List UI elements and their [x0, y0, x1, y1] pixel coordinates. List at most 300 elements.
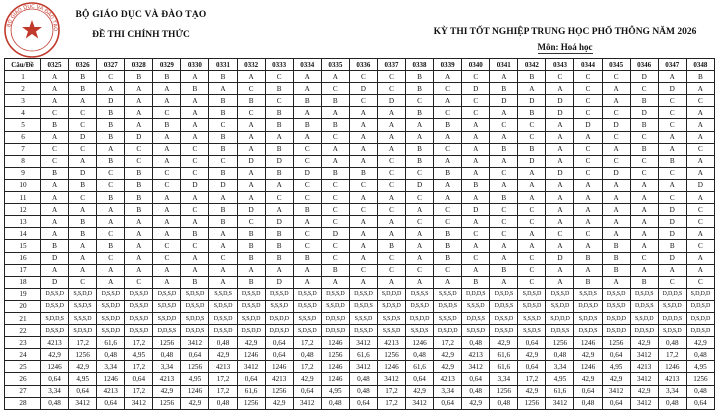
answer-cell: A — [658, 179, 686, 191]
question-number-cell: 11 — [5, 192, 41, 204]
answer-cell: A — [546, 143, 574, 155]
answer-cell: C — [462, 252, 490, 264]
exam-code-header: 0348 — [686, 59, 714, 71]
table-row — [5, 155, 715, 167]
answer-cell: D — [490, 95, 518, 107]
answer-cell: A — [125, 107, 153, 119]
answer-cell: B — [406, 71, 434, 83]
answer-cell: A — [406, 228, 434, 240]
answer-cell: A — [181, 95, 209, 107]
answer-cell: S,S,S,D — [434, 312, 462, 324]
answer-cell: A — [41, 71, 69, 83]
answer-cell: C — [630, 131, 658, 143]
answer-cell: A — [602, 192, 630, 204]
answer-cell: D,S,D,D — [686, 312, 714, 324]
answer-cell: 42,9 — [434, 361, 462, 373]
answer-cell: 42,9 — [574, 349, 602, 361]
answer-cell: A — [658, 143, 686, 155]
answer-cell: A — [181, 264, 209, 276]
answer-cell: A — [41, 216, 69, 228]
answer-cell: D,S,S,D — [602, 300, 630, 312]
answer-cell: C — [406, 216, 434, 228]
answer-cell: C — [658, 119, 686, 131]
answer-cell: A — [377, 131, 405, 143]
answer-cell: A — [69, 240, 97, 252]
answer-cell: 0,64 — [462, 373, 490, 385]
answer-cell: 1256 — [321, 349, 349, 361]
question-number-cell: 8 — [5, 155, 41, 167]
answer-cell: B — [406, 155, 434, 167]
answer-cell: C — [406, 95, 434, 107]
answer-cell: A — [546, 179, 574, 191]
answer-cell: A — [518, 192, 546, 204]
answer-cell: D,S,S,D — [125, 300, 153, 312]
answer-cell: S,S,D,D — [630, 312, 658, 324]
answer-cell: A — [574, 264, 602, 276]
answer-cell: A — [41, 264, 69, 276]
answer-cell: 1246 — [265, 361, 293, 373]
answer-cell: A — [602, 95, 630, 107]
answer-cell: S,S,D,D — [321, 300, 349, 312]
answer-cell: B — [518, 143, 546, 155]
answer-cell: D,S,D,S — [434, 300, 462, 312]
answer-cell: B — [574, 252, 602, 264]
answer-cell: 1246 — [321, 361, 349, 373]
official-label: ĐỀ THI CHÍNH THỨC — [92, 30, 190, 40]
answer-cell: 42,9 — [41, 349, 69, 361]
answer-cell: A — [321, 107, 349, 119]
answer-cell: B — [349, 167, 377, 179]
answer-cell: A — [293, 216, 321, 228]
answer-cell: 42,9 — [574, 373, 602, 385]
answer-cell: C — [490, 228, 518, 240]
table-row — [5, 83, 715, 95]
answer-cell: A — [490, 179, 518, 191]
answer-cell: C — [574, 71, 602, 83]
answer-cell: A — [602, 83, 630, 95]
table-row — [5, 337, 715, 349]
answer-cell: 17,2 — [293, 361, 321, 373]
answer-cell: B — [293, 252, 321, 264]
answer-cell: 3,34 — [434, 385, 462, 397]
answer-cell: D — [658, 204, 686, 216]
answer-cell: A — [293, 276, 321, 288]
answer-cell: C — [518, 216, 546, 228]
answer-cell: A — [406, 131, 434, 143]
answer-cell: A — [686, 83, 714, 95]
answer-cell: S,S,D,S — [69, 300, 97, 312]
exam-code-header: 0332 — [237, 59, 265, 71]
answer-cell: A — [377, 107, 405, 119]
answer-cell: A — [97, 276, 125, 288]
answer-cell: D,S,S,D — [321, 288, 349, 300]
answer-cell: D — [602, 119, 630, 131]
answer-cell: A — [153, 228, 181, 240]
question-number-cell: 20 — [5, 300, 41, 312]
answer-cell: D,S,D,D — [434, 325, 462, 337]
answer-key-table — [4, 58, 715, 410]
answer-cell: S,D,D,S — [41, 312, 69, 324]
answer-cell: A — [125, 95, 153, 107]
question-number-cell: 22 — [5, 325, 41, 337]
answer-cell: B — [181, 83, 209, 95]
exam-code-header: 0333 — [265, 59, 293, 71]
answer-cell: C — [125, 143, 153, 155]
question-number-cell: 28 — [5, 397, 41, 409]
answer-cell: S,S,D,D — [69, 288, 97, 300]
answer-cell: C — [377, 71, 405, 83]
answer-cell: C — [265, 71, 293, 83]
answer-cell: C — [377, 83, 405, 95]
question-number-cell: 13 — [5, 216, 41, 228]
answer-cell: S,D,D,D — [377, 288, 405, 300]
answer-cell: C — [349, 204, 377, 216]
question-number-cell: 4 — [5, 107, 41, 119]
answer-cell: D — [518, 155, 546, 167]
table-row — [5, 312, 715, 324]
table-row — [5, 385, 715, 397]
answer-cell: S,S,D,S — [377, 312, 405, 324]
answer-cell: A — [153, 143, 181, 155]
answer-cell: S,D,D,D — [546, 312, 574, 324]
answer-cell: C — [546, 71, 574, 83]
answer-cell: A — [546, 240, 574, 252]
answer-cell: S,S,S,D — [518, 312, 546, 324]
answer-cell: A — [630, 192, 658, 204]
answer-cell: A — [686, 107, 714, 119]
answer-cell: S,D,S,D — [69, 325, 97, 337]
exam-code-header: 0334 — [293, 59, 321, 71]
exam-code-header: 0326 — [69, 59, 97, 71]
answer-cell: C — [125, 155, 153, 167]
answer-cell: C — [518, 276, 546, 288]
exam-code-header: 0336 — [349, 59, 377, 71]
answer-cell: B — [265, 240, 293, 252]
answer-cell: A — [153, 131, 181, 143]
answer-cell: A — [490, 131, 518, 143]
header-left — [66, 10, 216, 40]
answer-cell: D — [181, 179, 209, 191]
answer-cell: C — [490, 167, 518, 179]
answer-cell: 3412 — [546, 397, 574, 409]
answer-cell: 42,9 — [462, 397, 490, 409]
answer-cell: D — [630, 71, 658, 83]
answer-cell: A — [462, 192, 490, 204]
answer-cell: S,S,D,D — [97, 312, 125, 324]
answer-cell: A — [658, 131, 686, 143]
answer-cell: A — [181, 252, 209, 264]
answer-cell: B — [97, 240, 125, 252]
answer-cell: D,S,S,D — [406, 300, 434, 312]
table-row — [5, 373, 715, 385]
answer-cell: 17,2 — [658, 349, 686, 361]
answer-cell: A — [181, 107, 209, 119]
answer-cell: D,S,S,D — [602, 288, 630, 300]
answer-cell: D,D,S,D — [321, 312, 349, 324]
answer-cell: C — [462, 107, 490, 119]
answer-cell: A — [209, 83, 237, 95]
answer-cell: 3412 — [630, 373, 658, 385]
answer-cell: A — [293, 71, 321, 83]
answer-cell: C — [293, 240, 321, 252]
answer-cell: B — [434, 167, 462, 179]
answer-cell: A — [490, 252, 518, 264]
answer-cell: 0,64 — [434, 397, 462, 409]
answer-cell: B — [406, 107, 434, 119]
answer-cell: S,S,D,S — [209, 288, 237, 300]
answer-cell: D — [686, 179, 714, 191]
question-number-cell: 27 — [5, 385, 41, 397]
table-row — [5, 300, 715, 312]
answer-cell: 42,9 — [265, 397, 293, 409]
answer-cell: C — [209, 119, 237, 131]
answer-cell: A — [462, 155, 490, 167]
answer-cell: 3412 — [237, 361, 265, 373]
answer-cell: C — [630, 155, 658, 167]
answer-cell: D,D,S,D — [574, 300, 602, 312]
answer-cell: D — [658, 216, 686, 228]
question-number-cell: 12 — [5, 204, 41, 216]
answer-cell: 42,9 — [518, 349, 546, 361]
answer-cell: 17,2 — [69, 337, 97, 349]
answer-cell: S,D,D,S — [574, 312, 602, 324]
answer-cell: S,S,S,D — [377, 325, 405, 337]
answer-cell: C — [434, 107, 462, 119]
answer-cell: C — [518, 204, 546, 216]
answer-cell: D,S,D,S — [574, 325, 602, 337]
answer-cell: 0,48 — [658, 337, 686, 349]
answer-cell: C — [181, 167, 209, 179]
answer-cell: 0,64 — [602, 349, 630, 361]
answer-cell: A — [97, 216, 125, 228]
answer-cell: A — [125, 119, 153, 131]
answer-cell: 1246 — [321, 337, 349, 349]
answer-cell: 3412 — [630, 397, 658, 409]
answer-cell: 3,34 — [41, 385, 69, 397]
exam-title: KỲ THI TỐT NGHIỆP TRUNG HỌC PHỔ THÔNG NĂM 2026 — [433, 27, 697, 37]
answer-cell: 1246 — [321, 373, 349, 385]
answer-cell: C — [321, 179, 349, 191]
answer-cell: D,S,S,D — [125, 288, 153, 300]
answer-cell: 1246 — [574, 361, 602, 373]
answer-cell: B — [293, 204, 321, 216]
answer-cell: D,S,S,D — [490, 312, 518, 324]
answer-cell: C — [209, 155, 237, 167]
answer-cell: D,S,S,D — [293, 300, 321, 312]
answer-cell: 4213 — [97, 385, 125, 397]
answer-cell: 17,2 — [209, 373, 237, 385]
answer-cell: D — [41, 252, 69, 264]
answer-cell: C — [518, 119, 546, 131]
answer-cell: C — [630, 252, 658, 264]
answer-cell: C — [462, 71, 490, 83]
answer-cell: D — [658, 83, 686, 95]
answer-cell: B — [97, 119, 125, 131]
answer-cell: C — [686, 216, 714, 228]
answer-cell: D,D,S,D — [321, 325, 349, 337]
table-row — [5, 204, 715, 216]
table-row — [5, 167, 715, 179]
answer-cell: B — [97, 192, 125, 204]
answer-cell: 3,34 — [658, 385, 686, 397]
answer-cell: B — [209, 107, 237, 119]
answer-cell: S,S,D,D — [97, 325, 125, 337]
answer-cell: A — [153, 276, 181, 288]
question-number-cell: 2 — [5, 83, 41, 95]
header-right — [420, 27, 710, 55]
answer-cell: D,D,S,S — [153, 325, 181, 337]
answer-cell: B — [209, 167, 237, 179]
answer-cell: A — [490, 71, 518, 83]
answer-cell: C — [321, 216, 349, 228]
answer-cell: A — [490, 155, 518, 167]
answer-cell: A — [153, 83, 181, 95]
answer-cell: 1256 — [237, 397, 265, 409]
answer-cell: 0,48 — [686, 385, 714, 397]
answer-cell: D,S,S,D — [153, 288, 181, 300]
answer-cell: C — [574, 228, 602, 240]
answer-cell: D,S,D,D — [265, 312, 293, 324]
answer-cell: A — [41, 95, 69, 107]
answer-cell: A — [462, 143, 490, 155]
answer-cell: B — [265, 83, 293, 95]
answer-cell: A — [237, 143, 265, 155]
answer-cell: 0,48 — [546, 349, 574, 361]
answer-cell: A — [490, 107, 518, 119]
answer-cell: C — [434, 143, 462, 155]
answer-cell: B — [209, 216, 237, 228]
answer-cell: B — [125, 204, 153, 216]
answer-cell: C — [349, 179, 377, 191]
answer-cell: 42,9 — [293, 373, 321, 385]
exam-code-header: 0346 — [630, 59, 658, 71]
table-row — [5, 397, 715, 409]
answer-cell: A — [293, 131, 321, 143]
answer-cell: D,S,S,D — [237, 300, 265, 312]
answer-cell: 4213 — [377, 337, 405, 349]
answer-cell: B — [434, 119, 462, 131]
answer-cell: B — [181, 228, 209, 240]
answer-cell: 0,48 — [349, 385, 377, 397]
answer-cell: A — [265, 131, 293, 143]
answer-cell: C — [153, 240, 181, 252]
answer-cell: B — [658, 155, 686, 167]
answer-cell: 1256 — [686, 373, 714, 385]
answer-cell: 3412 — [349, 361, 377, 373]
answer-cell: A — [69, 95, 97, 107]
answer-cell: D,S,S,D — [181, 300, 209, 312]
answer-cell: 4213 — [265, 373, 293, 385]
answer-cell: A — [153, 95, 181, 107]
answer-cell: A — [574, 192, 602, 204]
answer-cell: D,S,D,S — [630, 288, 658, 300]
answer-cell: 4,95 — [181, 373, 209, 385]
answer-cell: C — [153, 179, 181, 191]
answer-cell: C — [69, 107, 97, 119]
answer-cell: C — [602, 71, 630, 83]
answer-cell: C — [686, 95, 714, 107]
answer-cell: D — [125, 131, 153, 143]
answer-cell: A — [181, 119, 209, 131]
question-number-cell: 16 — [5, 252, 41, 264]
answer-cell: B — [630, 143, 658, 155]
answer-cell: 1246 — [574, 337, 602, 349]
table-row — [5, 192, 715, 204]
answer-cell: A — [546, 216, 574, 228]
answer-cell: A — [181, 192, 209, 204]
answer-cell: 1256 — [602, 337, 630, 349]
answer-cell: A — [602, 179, 630, 191]
answer-cell: 0,64 — [518, 337, 546, 349]
answer-cell: B — [41, 119, 69, 131]
answer-cell: D — [321, 228, 349, 240]
answer-cell: A — [406, 252, 434, 264]
answer-cell: 4,95 — [686, 361, 714, 373]
answer-cell: C — [686, 240, 714, 252]
answer-cell: 17,2 — [377, 385, 405, 397]
answer-cell: B — [462, 276, 490, 288]
answer-cell: A — [546, 264, 574, 276]
answer-cell: A — [69, 155, 97, 167]
answer-cell: A — [237, 264, 265, 276]
answer-cell: 0,64 — [237, 373, 265, 385]
answer-cell: B — [237, 95, 265, 107]
answer-cell: C — [658, 192, 686, 204]
answer-cell: D — [546, 252, 574, 264]
answer-cell: D,S,S,D — [41, 300, 69, 312]
answer-cell: C — [518, 252, 546, 264]
answer-cell: A — [209, 276, 237, 288]
answer-cell: S,S,D,S — [574, 288, 602, 300]
answer-cell: D — [602, 167, 630, 179]
answer-cell: B — [658, 240, 686, 252]
answer-cell: B — [293, 95, 321, 107]
answer-cell: A — [153, 216, 181, 228]
answer-cell: 0,48 — [686, 349, 714, 361]
answer-cell: A — [686, 131, 714, 143]
table-row — [5, 288, 715, 300]
answer-cell: A — [237, 71, 265, 83]
answer-cell: 42,9 — [406, 385, 434, 397]
answer-cell: D — [265, 276, 293, 288]
answer-cell: D,S,S,D — [490, 325, 518, 337]
answer-cell: B — [237, 252, 265, 264]
table-corner-header: Câu/Đề — [5, 59, 41, 71]
answer-cell: B — [602, 264, 630, 276]
answer-cell: 42,9 — [434, 349, 462, 361]
table-row — [5, 228, 715, 240]
answer-cell: 0,64 — [69, 385, 97, 397]
answer-cell: C — [181, 240, 209, 252]
answer-cell: C — [686, 204, 714, 216]
official-seal-stamp — [2, 0, 62, 60]
exam-code-header: 0344 — [574, 59, 602, 71]
answer-cell: A — [574, 216, 602, 228]
answer-cell: 61,6 — [490, 349, 518, 361]
answer-cell: 0,64 — [574, 385, 602, 397]
answer-cell: 4213 — [434, 373, 462, 385]
answer-cell: A — [406, 119, 434, 131]
answer-cell: A — [462, 131, 490, 143]
answer-cell: B — [209, 143, 237, 155]
answer-cell: B — [265, 107, 293, 119]
answer-cell: C — [97, 167, 125, 179]
answer-cell: C — [321, 252, 349, 264]
answer-cell: B — [237, 240, 265, 252]
answer-cell: A — [658, 71, 686, 83]
answer-cell: C — [265, 192, 293, 204]
answer-cell: A — [686, 228, 714, 240]
